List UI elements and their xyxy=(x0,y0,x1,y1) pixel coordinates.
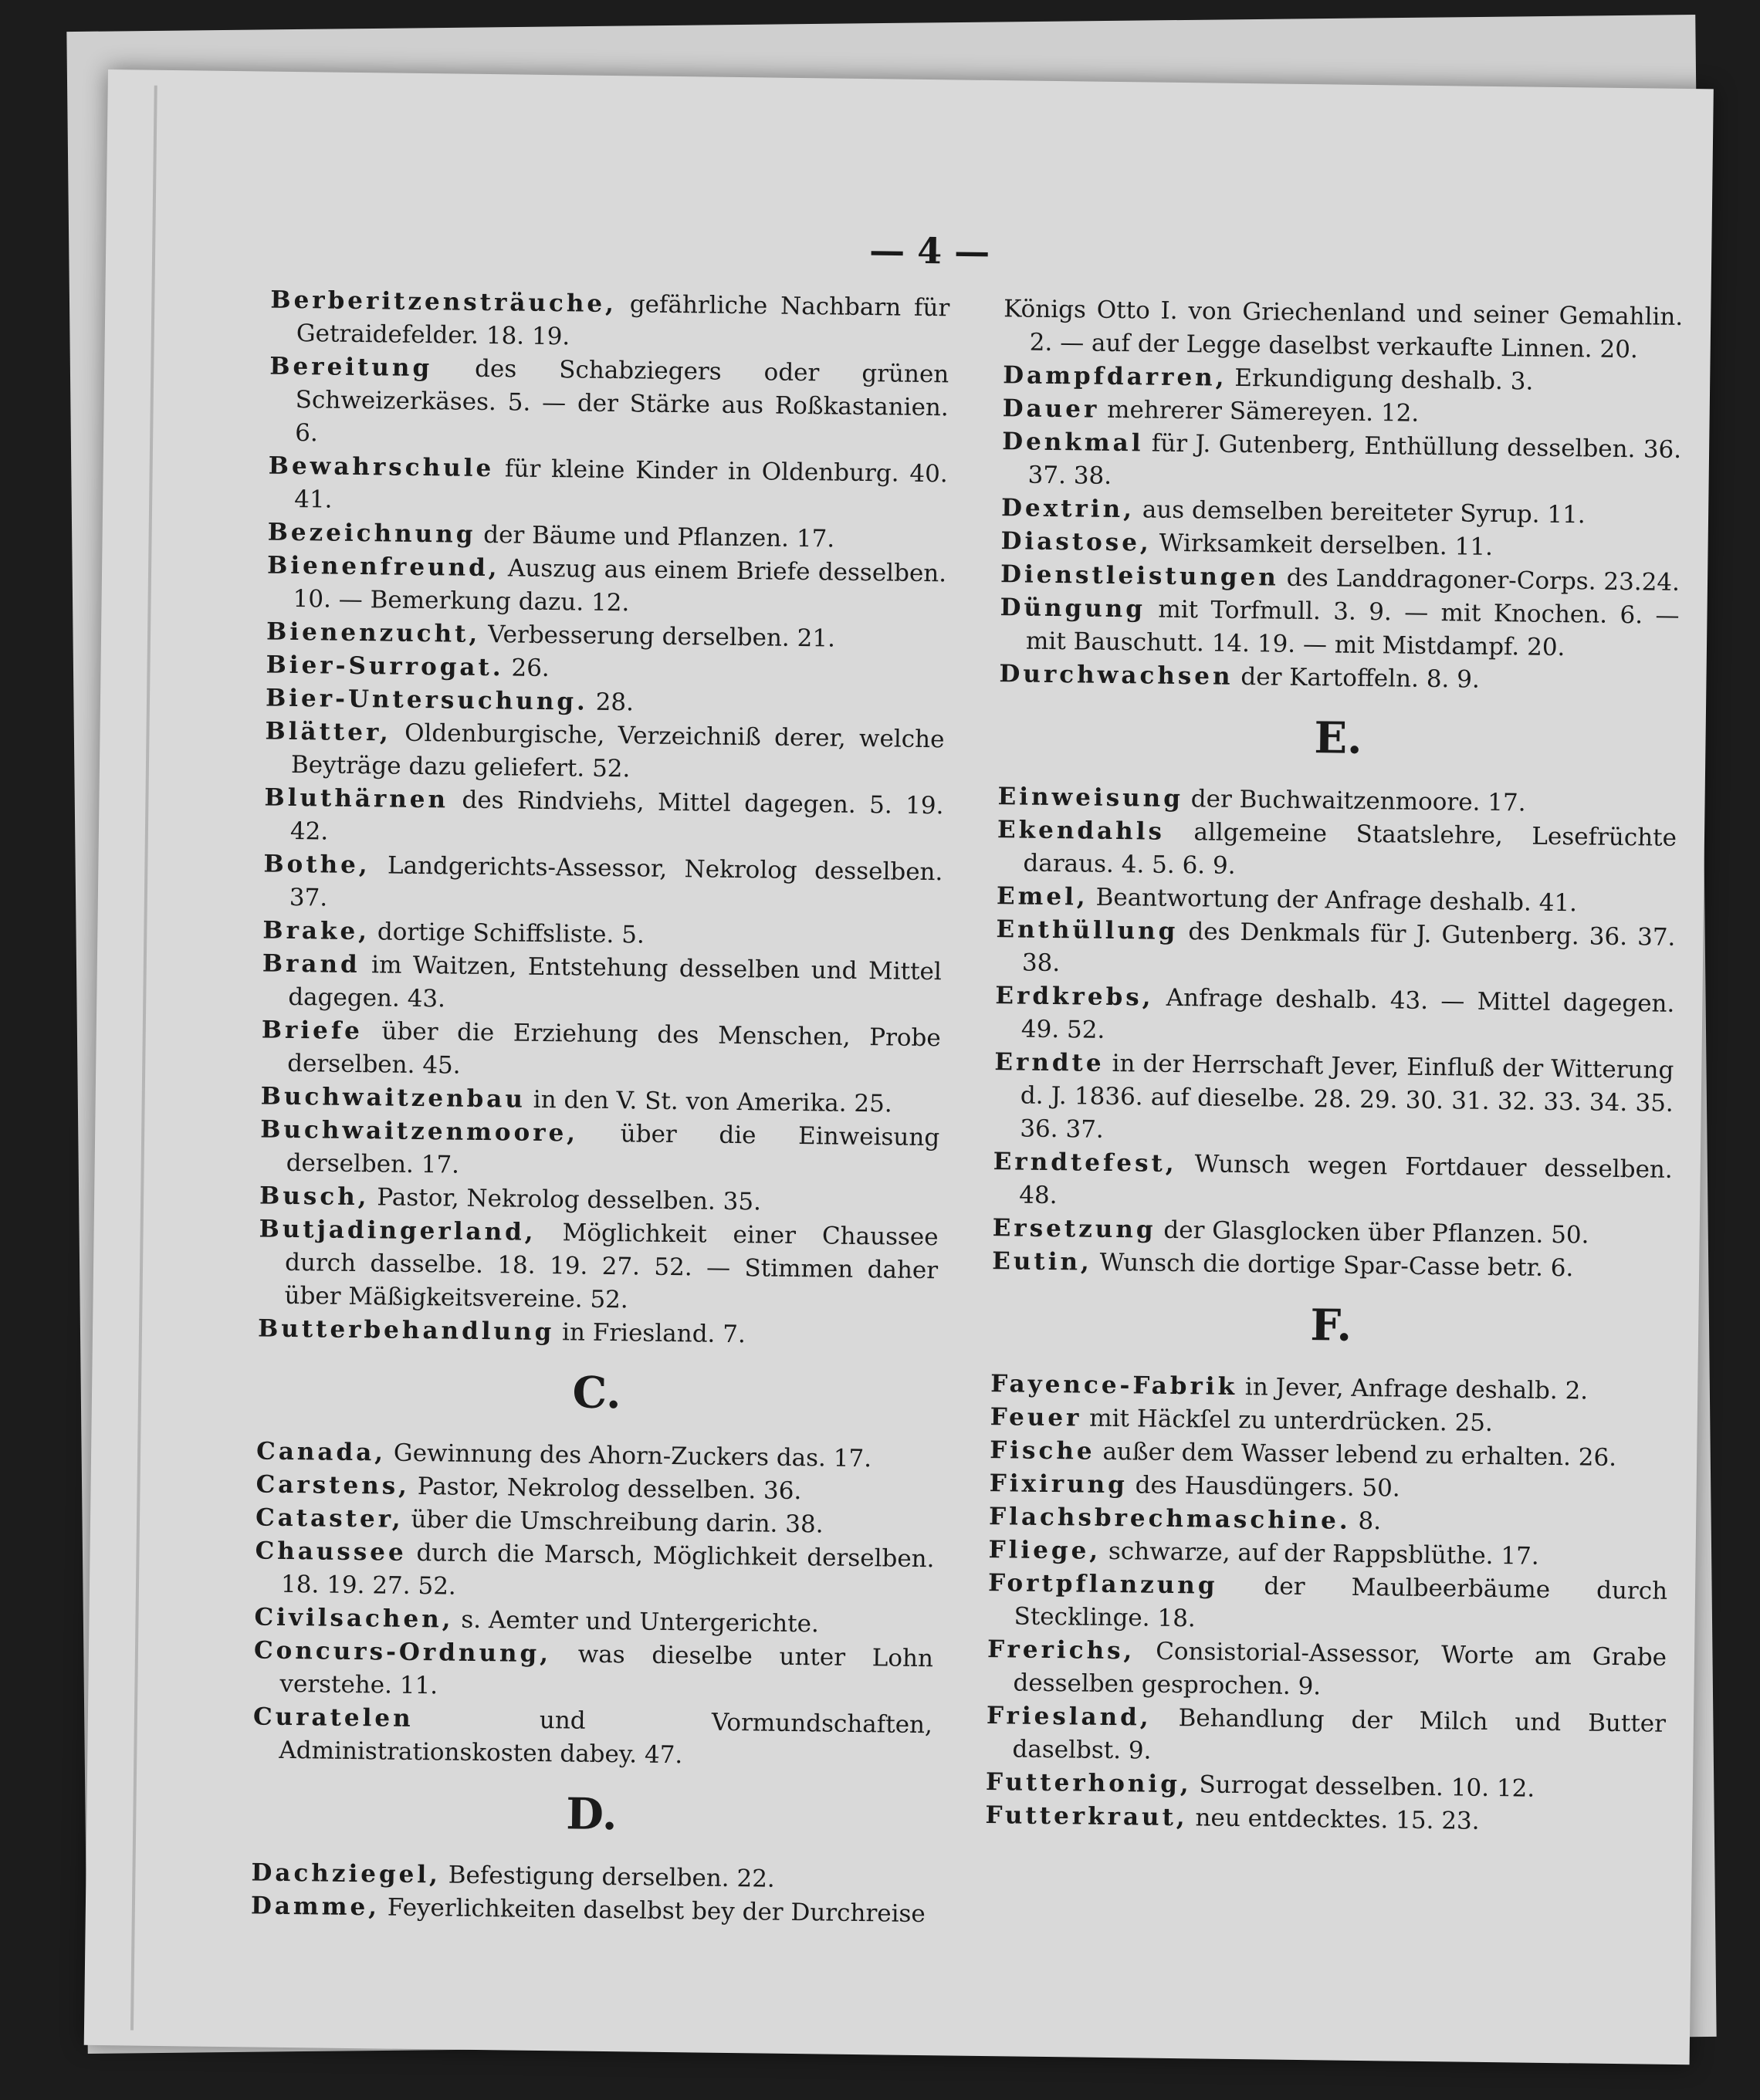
index-keyword: Bewahrschule xyxy=(268,451,495,483)
index-references: dortige Schiffsliste. 5. xyxy=(369,918,645,949)
index-entry xyxy=(258,1213,939,1321)
index-keyword: Emel, xyxy=(996,882,1088,911)
index-keyword: Berberitzensträuche, xyxy=(270,286,618,319)
index-entry xyxy=(997,813,1677,888)
index-entry xyxy=(270,284,950,359)
index-keyword: Briefe xyxy=(261,1016,364,1046)
index-keyword: Enthüllung xyxy=(996,915,1179,946)
index-keyword: Feuer xyxy=(990,1403,1082,1432)
left-column xyxy=(251,284,950,1932)
index-references: über die Einweisung derselben. 17. xyxy=(286,1119,940,1179)
index-keyword: Ersetzung xyxy=(992,1214,1156,1244)
index-references: und Vormundschaften, Administrationskosten dabey. 47. xyxy=(279,1704,933,1770)
entries-c xyxy=(252,1435,936,1775)
entries-d xyxy=(251,1856,931,1931)
index-references: allgemeine Staatslehre, Lesefrüchte daraus. 4. 5. 6. 9. xyxy=(1023,817,1677,880)
index-references: aus demselben bereiteter Syrup. 11. xyxy=(1134,495,1586,529)
index-entry xyxy=(1004,293,1684,367)
index-references: 28. xyxy=(587,688,635,717)
index-entry xyxy=(261,1014,941,1089)
index-entry xyxy=(269,350,949,458)
index-references: Landgerichts-Assessor, Nekrolog desselben. 37. xyxy=(289,851,943,912)
index-references: über die Umschreibung darin. 38. xyxy=(403,1505,824,1539)
index-references: Möglichkeit einer Chaussee durch dasselbe. 18. 19. 27. 52. — Stimmen daher über Mäßigkeitsvereine. 52. xyxy=(284,1218,939,1314)
index-references: Verbesserung derselben. 21. xyxy=(480,620,836,653)
index-entry xyxy=(268,450,948,525)
index-entry xyxy=(996,913,1676,988)
index-keyword: Dextrin, xyxy=(1000,494,1136,524)
index-keyword: Dampfdarren, xyxy=(1003,361,1227,392)
index-references: schwarze, auf der Rappsblüthe. 17. xyxy=(1100,1537,1539,1571)
index-references: Gewinnung des Ahorn-Zuckers das. 17. xyxy=(385,1439,872,1473)
index-keyword: Erndtefest, xyxy=(993,1148,1177,1179)
index-keyword: Curatelen xyxy=(252,1703,414,1733)
index-entry xyxy=(252,1700,932,1775)
section-heading-c: C. xyxy=(572,1367,622,1419)
index-keyword: Bienenfreund, xyxy=(266,551,500,583)
index-keyword: Eutin, xyxy=(992,1247,1093,1277)
index-references: der Buchwaitzenmoore. 17. xyxy=(1183,785,1526,817)
page-content xyxy=(130,86,1706,2049)
index-keyword: Canada, xyxy=(256,1437,387,1467)
index-keyword: Bereitung xyxy=(269,352,433,383)
index-references: außer dem Wasser lebend zu erhalten. 26. xyxy=(1095,1437,1617,1473)
index-references: Beantwortung der Anfrage deshalb. 41. xyxy=(1088,883,1578,918)
index-keyword: Fortpflanzung xyxy=(987,1569,1218,1600)
index-references: in den V. St. von Amerika. 25. xyxy=(525,1085,892,1118)
index-references: über die Erziehung des Menschen, Probe derselben. 45. xyxy=(287,1017,941,1080)
index-references: Wirksamkeit derselben. 11. xyxy=(1151,529,1494,561)
index-keyword: Concurs-Ordnung, xyxy=(253,1636,552,1669)
index-keyword: Dienstleistungen xyxy=(1000,560,1280,592)
index-entry xyxy=(993,1046,1674,1154)
index-references: des Schabziegers oder grünen Schweizerkäses. 5. — der Stärke aus Roßkastanien. 6. xyxy=(295,354,949,448)
index-references: des Landdragoner-Corps. 23.24. xyxy=(1278,563,1680,597)
index-keyword: Fayence-Fabrik xyxy=(990,1370,1238,1402)
index-references: Erkundigung deshalb. 3. xyxy=(1227,364,1534,396)
index-keyword: Bezeichnung xyxy=(267,518,476,549)
index-references: Feyerlichkeiten daselbst bey der Durchreise xyxy=(379,1893,926,1929)
index-keyword: Fische xyxy=(990,1436,1095,1466)
index-references: der Kartoffeln. 8. 9. xyxy=(1233,662,1481,694)
index-keyword: Düngung xyxy=(1000,593,1146,624)
index-references: mit Torfmull. 3. 9. — mit Knochen. 6. — mit Bauschutt. 14. 19. — mit Mistdampf. 20. xyxy=(1025,595,1680,662)
index-entry xyxy=(986,1699,1666,1774)
index-entry xyxy=(1001,425,1681,500)
index-references: in der Herrschaft Jever, Einfluß der Witterung d. J. 1836. auf dieselbe. 28. 29. 30. 31. 32. 33. 34. 35. 36. 37. xyxy=(1020,1049,1674,1144)
index-references: was dieselbe unter Lohn verstehe. 11. xyxy=(279,1640,934,1700)
index-entry xyxy=(262,948,942,1023)
index-references: der Bäume und Pflanzen. 17. xyxy=(476,520,835,553)
index-references: 26. xyxy=(503,654,550,683)
index-references: Pastor, Nekrolog desselben. 35. xyxy=(369,1183,762,1216)
index-keyword: Erndte xyxy=(994,1048,1105,1077)
index-keyword: Buchwaitzenmoore, xyxy=(260,1115,579,1148)
index-keyword: Denkmal xyxy=(1001,428,1144,458)
index-keyword: Dachziegel, xyxy=(251,1858,442,1889)
index-keyword: Cataster, xyxy=(255,1503,404,1534)
index-references: Auszug aus einem Briefe desselben. 10. — Bemerkung dazu. 12. xyxy=(293,554,947,617)
index-keyword: Ekendahls xyxy=(997,816,1166,846)
document-page xyxy=(84,69,1714,2064)
index-entry xyxy=(263,848,943,923)
index-keyword: Frerichs, xyxy=(987,1635,1136,1665)
index-references: Wunsch wegen Fortdauer desselben. 48. xyxy=(1019,1150,1673,1210)
section-heading-f: F. xyxy=(1310,1300,1352,1351)
index-keyword: Chaussee xyxy=(255,1537,407,1567)
index-references: Wunsch die dortige Spar-Casse betr. 6. xyxy=(1092,1248,1574,1283)
index-references: Anfrage deshalb. 43. — Mittel dagegen. 49. 52. xyxy=(1020,983,1675,1044)
index-keyword: Bluthärnen xyxy=(264,783,449,814)
index-entry xyxy=(1000,591,1680,666)
index-entry xyxy=(255,1534,935,1609)
entries-b xyxy=(258,284,950,1354)
index-keyword: Damme, xyxy=(250,1892,381,1922)
index-keyword: Flachsbrechmaschine. xyxy=(988,1503,1351,1535)
index-references: des Rindviehs, Mittel dagegen. 5. 19. 42. xyxy=(289,786,944,846)
index-references: der Glasglocken über Pflanzen. 50. xyxy=(1156,1216,1589,1250)
index-references: Pastor, Nekrolog desselben. 36. xyxy=(409,1472,802,1506)
index-references: mit Häckſel zu unterdrücken. 25. xyxy=(1081,1404,1494,1438)
section-heading-e: E. xyxy=(1314,712,1363,764)
index-entry xyxy=(264,782,944,857)
index-keyword: Butjadingerland, xyxy=(259,1215,536,1246)
index-references: Behandlung der Milch und Butter daselbst. 9. xyxy=(1012,1703,1667,1765)
index-keyword: Futterkraut, xyxy=(985,1801,1188,1832)
index-entry xyxy=(259,1114,939,1189)
entries-f xyxy=(985,1368,1670,1841)
index-references: des Hausdüngers. 50. xyxy=(1127,1471,1400,1503)
index-keyword: Durchwachsen xyxy=(999,660,1234,691)
index-entry xyxy=(995,979,1675,1054)
index-keyword: Busch, xyxy=(259,1182,370,1212)
index-keyword: Friesland, xyxy=(986,1702,1152,1732)
index-keyword: Carstens, xyxy=(256,1470,411,1500)
index-entry xyxy=(987,1633,1667,1708)
index-references: Consistorial-Assessor, Worte am Grabe desselben gesprochen. 9. xyxy=(1013,1637,1667,1701)
index-entry xyxy=(266,550,946,624)
index-references: Königs Otto I. von Griechenland und seiner Gemahlin. 2. — auf der Legge daselbst verkaufte Linnen. 20. xyxy=(1004,295,1684,364)
index-keyword: Civilsachen, xyxy=(254,1603,454,1634)
index-keyword: Diastose, xyxy=(1000,527,1152,557)
page-number: — 4 — xyxy=(868,229,990,272)
index-entry xyxy=(993,1145,1673,1220)
index-references: gefährliche Nachbarn für Getraidefelder. 18. 19. xyxy=(296,290,950,351)
index-references: in Friesland. 7. xyxy=(554,1318,746,1349)
index-references: im Waitzen, Entstehung desselben und Mittel dagegen. 43. xyxy=(288,951,943,1013)
right-column xyxy=(985,293,1683,1841)
index-entry xyxy=(987,1567,1667,1642)
index-references: durch die Marsch, Möglichkeit derselben. 18. 19. 27. 52. xyxy=(280,1538,935,1601)
entries-d-continued xyxy=(999,293,1683,699)
index-keyword: Dauer xyxy=(1002,394,1100,424)
index-keyword: Bienenzucht, xyxy=(266,617,481,648)
index-keyword: Bier-Surrogat. xyxy=(266,651,504,682)
index-keyword: Fixirung xyxy=(989,1469,1129,1500)
index-references: neu entdecktes. 15. 23. xyxy=(1187,1804,1480,1835)
index-keyword: Bier-Untersuchung. xyxy=(265,684,589,716)
index-keyword: Buchwaitzenbau xyxy=(260,1082,526,1114)
index-references: 8. xyxy=(1350,1507,1382,1536)
index-references: des Denkmals für J. Gutenberg. 36. 37. 38. xyxy=(1021,918,1676,978)
index-keyword: Brake, xyxy=(262,916,371,946)
section-heading-d: D. xyxy=(565,1788,618,1841)
index-entry xyxy=(253,1634,933,1709)
index-references: der Maulbeerbäume durch Stecklinge. 18. xyxy=(1014,1571,1668,1633)
index-keyword: Blätter, xyxy=(265,717,392,747)
index-keyword: Brand xyxy=(262,949,360,979)
index-references: für kleine Kinder in Oldenburg. 40. 41. xyxy=(293,455,948,514)
index-keyword: Erdkrebs, xyxy=(995,982,1154,1012)
index-references: s. Aemter und Untergerichte. xyxy=(453,1605,820,1638)
index-keyword: Einweisung xyxy=(997,783,1184,813)
index-keyword: Butterbehandlung xyxy=(257,1314,555,1347)
index-references: Surrogat desselben. 10. 12. xyxy=(1191,1770,1535,1803)
index-references: für J. Gutenberg, Enthüllung desselben. 36. 37. 38. xyxy=(1027,429,1682,490)
index-references: in Jever, Anfrage deshalb. 2. xyxy=(1237,1373,1589,1405)
index-keyword: Fliege, xyxy=(988,1536,1102,1565)
index-references: mehrerer Sämereyen. 12. xyxy=(1099,395,1420,428)
index-keyword: Futterhonig, xyxy=(985,1768,1192,1799)
index-keyword: Bothe, xyxy=(263,850,371,880)
index-references: Befestigung derselben. 22. xyxy=(440,1861,776,1893)
index-references: Oldenburgische, Verzeichniß derer, welche Beyträge dazu geliefert. 52. xyxy=(290,719,945,783)
index-entry xyxy=(265,715,945,790)
entries-e xyxy=(992,780,1677,1287)
